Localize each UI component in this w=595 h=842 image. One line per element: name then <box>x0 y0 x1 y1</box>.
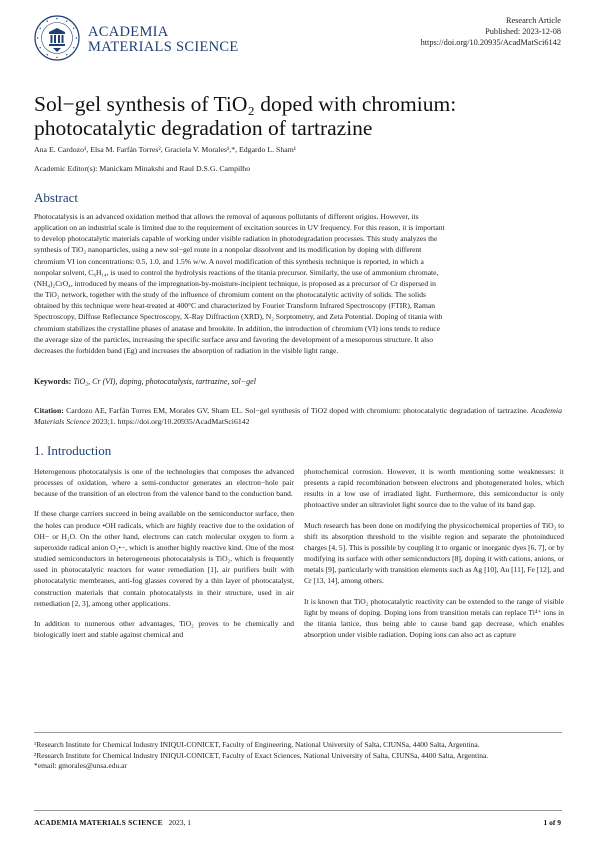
keywords-list: TiO₂, Cr (VI), doping, photocatalysis, tartrazine, sol−gel <box>73 377 256 386</box>
abstract-body <box>34 211 562 356</box>
abstract-line: synthesis of TiO₂ nanoparticles, using a new sol−gel route in a nonpolar dissolvent and its modification by doping with different <box>34 245 422 255</box>
body-column-right <box>304 466 564 649</box>
article-meta <box>421 15 561 49</box>
abstract-line: obtained by this technique were heat-treated at 400°C and characterized by Fourier Transform Infrared Spectroscopy (FTIR), Raman <box>34 301 435 311</box>
page-number: 1 of 9 <box>543 818 561 827</box>
doi-link[interactable]: https://doi.org/10.20935/AcadMatSci6142 <box>420 38 561 48</box>
citation-label: Citation: <box>34 406 64 415</box>
published-date: Published: 2023-12-08 <box>485 27 561 37</box>
paragraph: photochemical corrosion. However, it is worth mentioning some weaknesses: it presents a rapid recombination between electrons and photogenerated holes, which results in a low use of irradiated light. Furthermore, this semiconductor is only photoactive under an ultraviolet light source due to the value of its band gap. <box>304 467 564 510</box>
journal-name <box>88 25 239 55</box>
author-list: Ana E. Cardozo¹, Elsa M. Farfán Torres², Graciela V. Morales¹,*, Edgardo L. Sham¹ <box>34 145 297 154</box>
citation-tail[interactable]: 2023;1. https://doi.org/10.20935/AcadMatSci6142 <box>92 417 250 427</box>
title-line-1: Sol−gel synthesis of TiO₂ doped with chromium: <box>34 92 457 116</box>
article-type: Research Article <box>505 16 561 25</box>
footnotes <box>34 740 562 772</box>
paragraph: Heterogenous photocatalysis is one of the technologies that composes the advanced processes of oxidation, where a semi-conductor generates an electron−hole pair because of the transition of an electron from the valence band to the conduction band. <box>34 467 294 499</box>
abstract-line: to develop photocatalytic materials capable of working under visible radiation in photodegradation processes. This study analyzes the <box>34 234 438 244</box>
footnote-affiliation-1: ¹Research Institute for Chemical Industry INIQUI-CONICET, Faculty of Engineering, National University of Salta, CIUNSa, 4400 Salta, Argentina. <box>34 740 480 749</box>
paragraph: In addition to numerous other advantages, TiO₂ proves to be chemically and biologically inert and stable against chemical and <box>34 618 294 640</box>
citation-text: Cardozo AE, Farfán Torres EM, Morales GV, Sham EL. Sol−gel synthesis of TiO2 doped with chromium: photocatalytic degradation of tartrazine. <box>66 406 529 415</box>
footnote-affiliation-2: ²Research Institute for Chemical Industry INIQUI-CONICET, Faculty of Exact Sciences, National University of Salta, CIUNSa, 4400 Salta, Argentina. <box>34 750 489 760</box>
abstract-line: chromium VI ion concentrations: 0.5, 1.0, and 1.5% w/w. A novel modification of this synthesis technique is reported, in which a <box>34 256 424 266</box>
footer-journal-name: ACADEMIA MATERIALS SCIENCE <box>34 818 163 827</box>
abstract-line: the TiO₂ network, together with the study of the influence of chromium content on the photocatalytic activity of solids. The solids <box>34 290 426 300</box>
footnote-email[interactable]: *email: gmorales@unsa.edu.ar <box>34 761 127 771</box>
footer-journal <box>34 818 191 827</box>
footnote-divider <box>34 732 562 733</box>
article-title <box>34 92 554 140</box>
footer-divider <box>34 810 562 811</box>
citation <box>34 405 562 427</box>
abstract-line: chromium stabilizes the crystalline phases of anatase and brookite. In addition, the introduction of chromium (VI) ions tends to reduce <box>34 323 440 333</box>
abstract-heading: Abstract <box>34 190 79 205</box>
abstract-line: nonpolar solvent, C₆H₁₄, is used to control the hydrolysis reactions of the titania precursor. Similarly, the use of ammonium chromate, <box>34 267 439 277</box>
keywords <box>34 377 256 386</box>
paragraph: If these charge carriers succeed in being available on the semiconductor surface, then the holes can produce •OH radicals, which are highly reactive due to the oxidation of OH− or H₂O. On the other hand, electrons can catch molecular oxygen to form a superoxide radical anion O₂•−, which is another highly reactive kind. One of the most studied semiconductors in heterogeneous photocatalysis is TiO₂, which is frequently used in photocatalytic reactors for water remediation [1], air purifiers built with photocatalytic membranes, anti-fog glasses covered by a thin layer of photocatalyst, construction materials that contain photocatalysts in their structure, used in air remediation [2, 3], among other applications. <box>34 509 294 608</box>
abstract-line: the average size of the particles, increasing the specific surface area and favoring the development of a mesoporous structure. It also <box>34 334 433 344</box>
abstract-line: decreases the forbidden band (Eg) and increases the absorption of radiation in the visible light range. <box>34 345 339 355</box>
academic-editors: Academic Editor(s): Manickam Minakshi and Raul D.S.G. Campilho <box>34 164 251 173</box>
abstract-line: application on an industrial scale is limited due to the requirement of excitation sources in UV frequency. For this reason, it is important <box>34 223 445 233</box>
citation-journal: Academia Materials Science <box>34 406 562 427</box>
body-column-left <box>34 466 294 649</box>
footer-issue: 2023, 1 <box>168 818 191 827</box>
title-line-2: photocatalytic degradation of tartrazine <box>34 116 373 140</box>
keywords-label: Keywords: <box>34 377 72 386</box>
paragraph: Much research has been done on modifying the physicochemical properties of TiO₂ to shift its absorption threshold to the visible region and separate the photoinduced charges [4, 5]. This is possible by coupling it to organic or inorganic dyes [6, 7], or by modifying its surface with other semiconductors [8], doping it with cations, anions, or metals [9], particularly with transition elements such as Ag [10], Au [11], Fe [12], and Cr [13, 14], among others. <box>304 520 565 586</box>
abstract-line: (NH₄)₂CrO₄, introduced by means of the impregnation-by-moisture-incipient technique, is proposed as a precursor of Cr dispersed in <box>34 278 436 288</box>
journal-name-line1: ACADEMIA <box>88 24 169 40</box>
abstract-line: Spectroscopy, Diffuse Reflectance Spectroscopy, X-Ray Diffraction (XRD), N₂ Sorptometry, and Zeta Potential. Doping of titania with <box>34 312 443 322</box>
paragraph: It is known that TiO₂ photocatalytic reactivity can be extended to the range of visible light by means of doping. Doping ions from transition metals can replace Ti⁴⁺ ions in the titania lattice, thus being able to cause band gap decrease, which enables absorption under visible radiation. Doping ions can also act as capture <box>304 596 564 640</box>
introduction-heading: 1. Introduction <box>34 443 112 458</box>
journal-logo <box>34 15 80 61</box>
journal-name-line2: MATERIALS SCIENCE <box>88 39 239 55</box>
abstract-line: Photocatalysis is an advanced oxidation method that allows the removal of aqueous pollutants of different origins. However, its <box>34 212 419 221</box>
